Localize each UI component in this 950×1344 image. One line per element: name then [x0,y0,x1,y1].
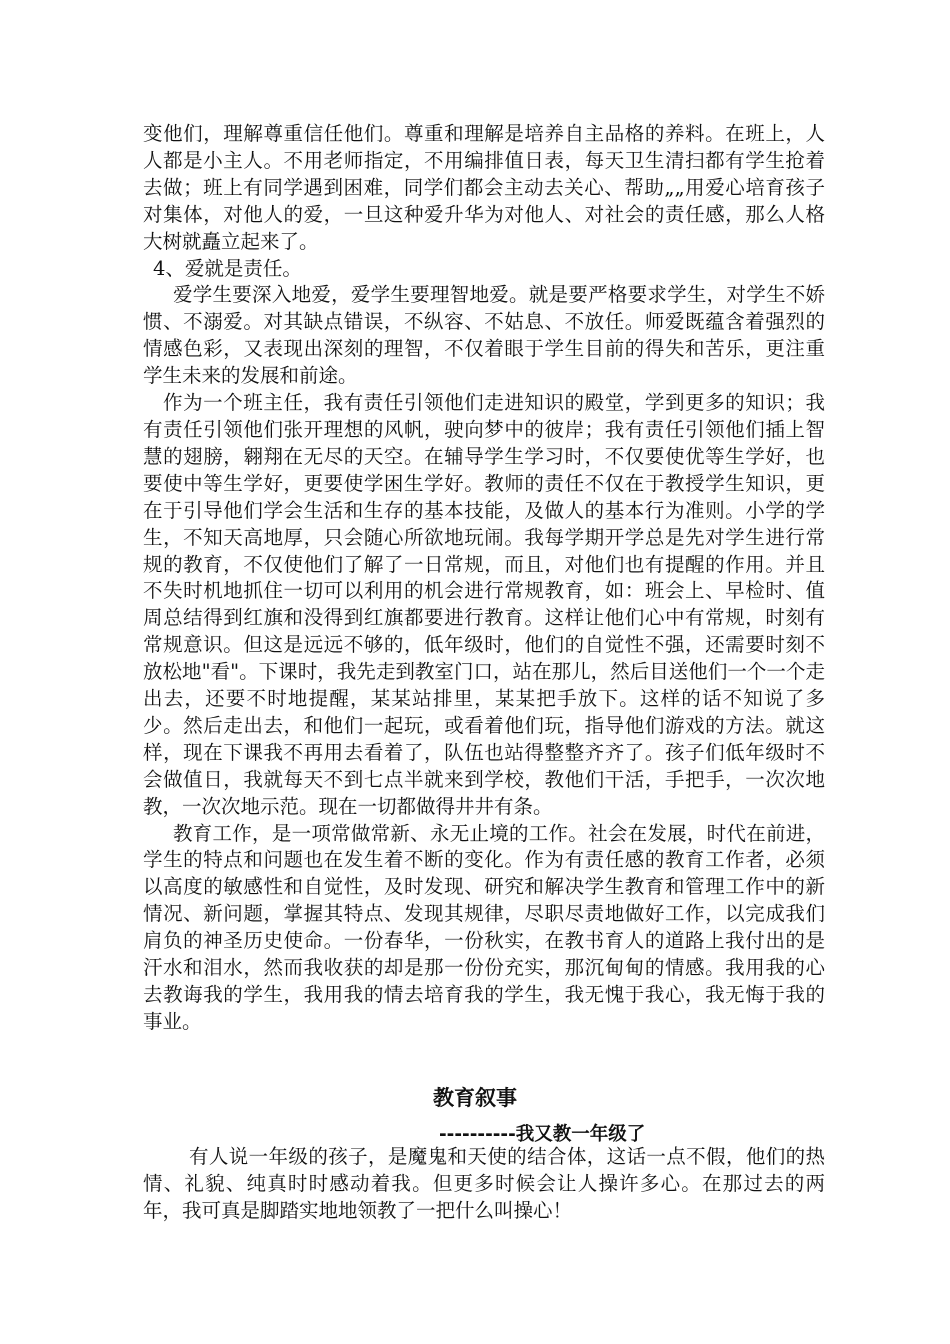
paragraph-deep-love: 爱学生要深入地爱，爱学生要理智地爱。就是要严格要求学生，对学生不娇惯、不溺爱。对其缺点错误，不纵容、不姑息、不放任。师爱既蕴含着强烈的情感色彩，又表现出深刻的理智，不仅着眼于学生目前的得失和苦乐，更注重学生未来的发展和前途。 [143,283,825,388]
section-heading-responsibility: 4、爱就是责任。 [153,256,302,280]
paragraph-education-work: 教育工作，是一项常做常新、永无止境的工作。社会在发展，时代在前进，学生的特点和问题也在发生着不断的变化。作为有责任感的教育工作者，必须以高度的敏感性和自觉性，及时发现、研究和解决学生教育和管理工作中的新情况、新问题，掌握其特点、发现其规律，尽职尽责地做好工作，以完成我们肩负的神圣历史使命。一份春华，一份秋实，在教书育人的道路上我付出的是汗水和泪水，然而我收获的却是那一份份充实，那沉甸甸的情感。我用我的心去教诲我的学生，我用我的情去培育我的学生，我无愧于我心，我无悔于我的事业。 [143,821,825,1033]
narrative-body [143,1144,825,1225]
paragraph-respect: 变他们，理解尊重信任他们。尊重和理解是培养自主品格的养料。在班上，人人都是小主人。不用老师指定，不用编排值日表，每天卫生清扫都有学生抢着去做；班上有同学遇到困难，同学们都会主动去关心、帮助„„用爱心培育孩子对集体，对他人的爱，一旦这种爱升华为对他人、对社会的责任感，那么人格大树就矗立起来了。 [143,122,825,253]
essay-body [143,121,825,1036]
narrative-paragraph: 有人说一年级的孩子，是魔鬼和天使的结合体，这话一点不假，他们的热情、礼貌、纯真时时感动着我。但更多时候会让人操许多心。在那过去的两年，我可真是脚踏实地地领教了一把什么叫操心！ [143,1145,825,1222]
narrative-title: 教育叙事 [433,1086,517,1110]
paragraph-class-teacher: 作为一个班主任，我有责任引领他们走进知识的殿堂，学到更多的知识；我有责任引领他们张开理想的风帆，驶向梦中的彼岸；我有责任引领他们插上智慧的翅膀，翱翔在无尽的天空。在辅导学生学习时，不仅要使优等生学好，也要使中等生学好，更要使学困生学好。教师的责任不仅在于教授学生知识，更在于引导他们学会生活和生存的基本技能，及做人的基本行为准则。小学的学生，不知天高地厚，只会随心所欲地玩闹。我每学期开学总是先对学生进行常规的教育，不仅使他们了解了一日常规，而且，对他们也有提醒的作用。并且不失时机地抓住一切可以利用的机会进行常规教育，如：班会上、早检时、值周总结得到红旗和没得到红旗都要进行教育。这样让他们心中有常规，时刻有常规意识。但这是远远不够的，低年级时，他们的自觉性不强，还需要时刻不放松地"看"。下课时，我先走到教室门口，站在那儿，然后目送他们一个一个走出去，还要不时地提醒，某某站排里，某某把手放下。这样的话不知说了多少。然后走出去，和他们一起玩，或看着他们玩，指导他们游戏的方法。就这样，现在下课我不再用去看着了，队伍也站得整整齐齐了。孩子们低年级时不会做值日，我就每天不到七点半就来到学校，教他们干活，手把手，一次次地教，一次次地示范。现在一切都做得井井有条。 [143,391,825,818]
narrative-subtitle: ----------我又教一年级了 [439,1124,646,1145]
